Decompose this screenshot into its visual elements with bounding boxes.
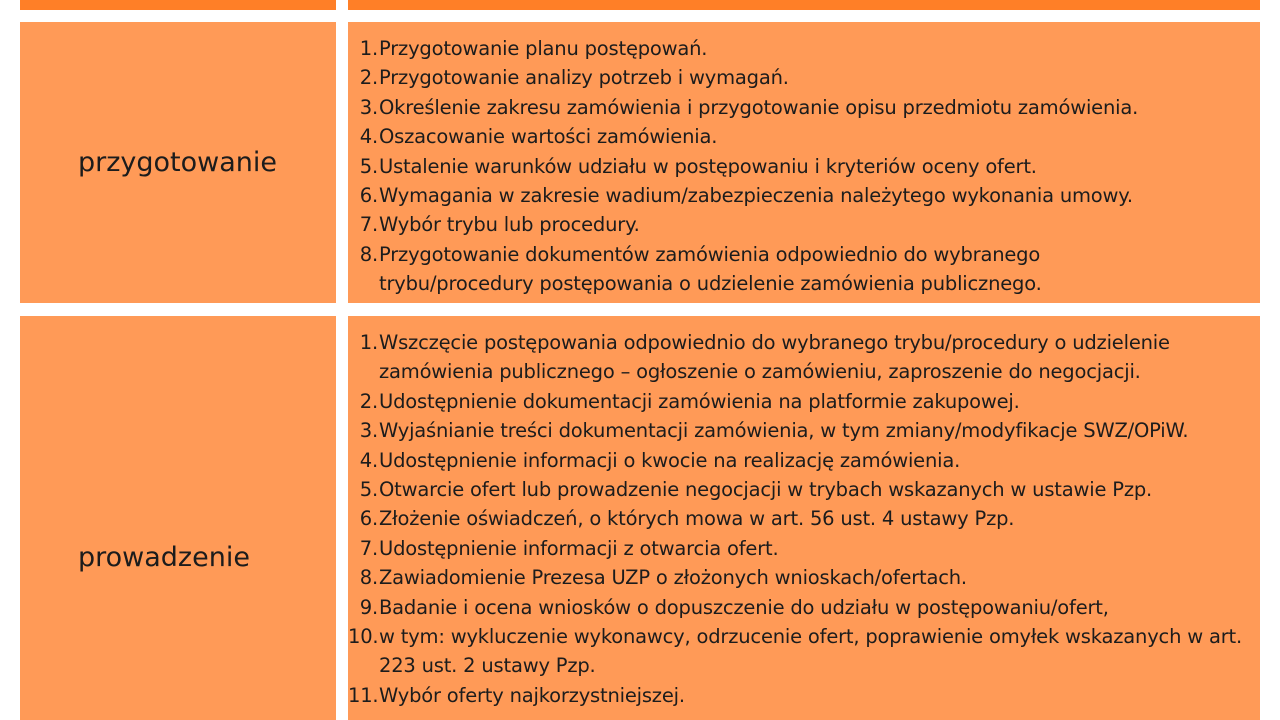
header-bar-left (20, 0, 336, 10)
list-item (348, 534, 1260, 563)
item-text: Zawiadomienie Prezesa UZP o złożonych wnioskach/ofertach. (379, 566, 967, 590)
item-text: w tym: wykluczenie wykonawcy, odrzucenie ofert, poprawienie omyłek wskazanych w art. 223 ust. 2 ustawy Pzp. (379, 625, 1242, 678)
item-text: Przygotowanie planu postępowań. (379, 37, 708, 60)
item-number: 3. (359, 95, 378, 119)
item-text: Wymagania w zakresie wadium/zabezpieczenia należytego wykonania umowy. (379, 184, 1133, 208)
list-item (348, 181, 1260, 210)
item-number: 7. (359, 213, 378, 237)
item-text: Wszczęcie postępowania odpowiednio do wybranego trybu/procedury o udzielenie zamówienia publicznego – ogłoszenie o zamówieniu, zaproszenie do negocjacji. (379, 331, 1170, 384)
list-item (348, 122, 1260, 151)
item-number: 6. (359, 507, 378, 531)
list-item (348, 416, 1260, 445)
item-number: 2. (359, 66, 378, 90)
list-item (348, 387, 1260, 416)
item-text: Określenie zakresu zamówienia i przygotowanie opisu przedmiotu zamówienia. (379, 95, 1139, 119)
item-text: Udostępnienie informacji z otwarcia ofert. (379, 536, 779, 560)
list-item (348, 593, 1260, 622)
list-item (348, 34, 1260, 63)
item-number: 4. (359, 448, 378, 472)
list-item (348, 328, 1260, 387)
item-text: Oszacowanie wartości zamówienia. (379, 125, 718, 149)
list-item (348, 681, 1260, 710)
list-item (348, 563, 1260, 592)
item-number: 4. (359, 125, 378, 149)
item-number: 9. (359, 595, 378, 619)
item-number: 2. (359, 389, 378, 413)
item-number: 11. (348, 683, 379, 707)
item-text: Udostępnienie informacji o kwocie na realizację zamówienia. (379, 448, 961, 472)
list-item (348, 63, 1260, 92)
item-text: Złożenie oświadczeń, o których mowa w art. 56 ust. 4 ustawy Pzp. (379, 507, 1015, 531)
item-text: Przygotowanie analizy potrzeb i wymagań. (379, 66, 789, 90)
list-item (348, 446, 1260, 475)
item-text: Udostępnienie dokumentacji zamówienia na platformie zakupowej. (379, 389, 1020, 413)
item-number: 3. (359, 419, 378, 443)
item-number: 8. (359, 242, 378, 266)
stage-label: przygotowanie (78, 147, 278, 178)
item-text: Badanie i ocena wniosków o dopuszczenie do udziału w postępowaniu/ofert, (379, 595, 1109, 619)
item-number: 1. (359, 331, 378, 354)
stage-label: prowadzenie (78, 542, 250, 573)
list-item (348, 152, 1260, 181)
item-text: Wyjaśnianie treści dokumentacji zamówienia, w tym zmiany/modyfikacje SWZ/OPiW. (379, 419, 1189, 443)
item-number: 1. (359, 37, 378, 60)
item-number: 10. (348, 625, 379, 649)
list-item (348, 475, 1260, 504)
stage-steps-cell (348, 316, 1260, 720)
stage-label-cell (20, 22, 336, 303)
item-text: Ustalenie warunków udziału w postępowaniu i kryteriów oceny ofert. (379, 154, 1037, 178)
item-text: Przygotowanie dokumentów zamówienia odpowiednio do wybranego trybu/procedury postępowania o udzielenie zamówienia publicznego. (379, 242, 1042, 296)
item-number: 8. (359, 566, 378, 590)
header-bar-right (348, 0, 1260, 10)
list-item (348, 240, 1260, 299)
item-text: Wybór oferty najkorzystniejszej. (379, 683, 685, 707)
stage-steps-cell (348, 22, 1260, 303)
item-text: Otwarcie ofert lub prowadzenie negocjacji w trybach wskazanych w ustawie Pzp. (379, 478, 1153, 502)
list-item (348, 622, 1260, 681)
item-text: Wybór trybu lub procedury. (379, 213, 640, 237)
item-number: 5. (359, 478, 378, 502)
list-item (348, 210, 1260, 239)
list-item (348, 93, 1260, 122)
steps-list (348, 34, 1260, 299)
stage-label-cell (20, 316, 336, 720)
list-item (348, 504, 1260, 533)
item-number: 5. (359, 154, 378, 178)
steps-list (348, 328, 1260, 710)
item-number: 6. (359, 184, 378, 208)
item-number: 7. (359, 536, 378, 560)
